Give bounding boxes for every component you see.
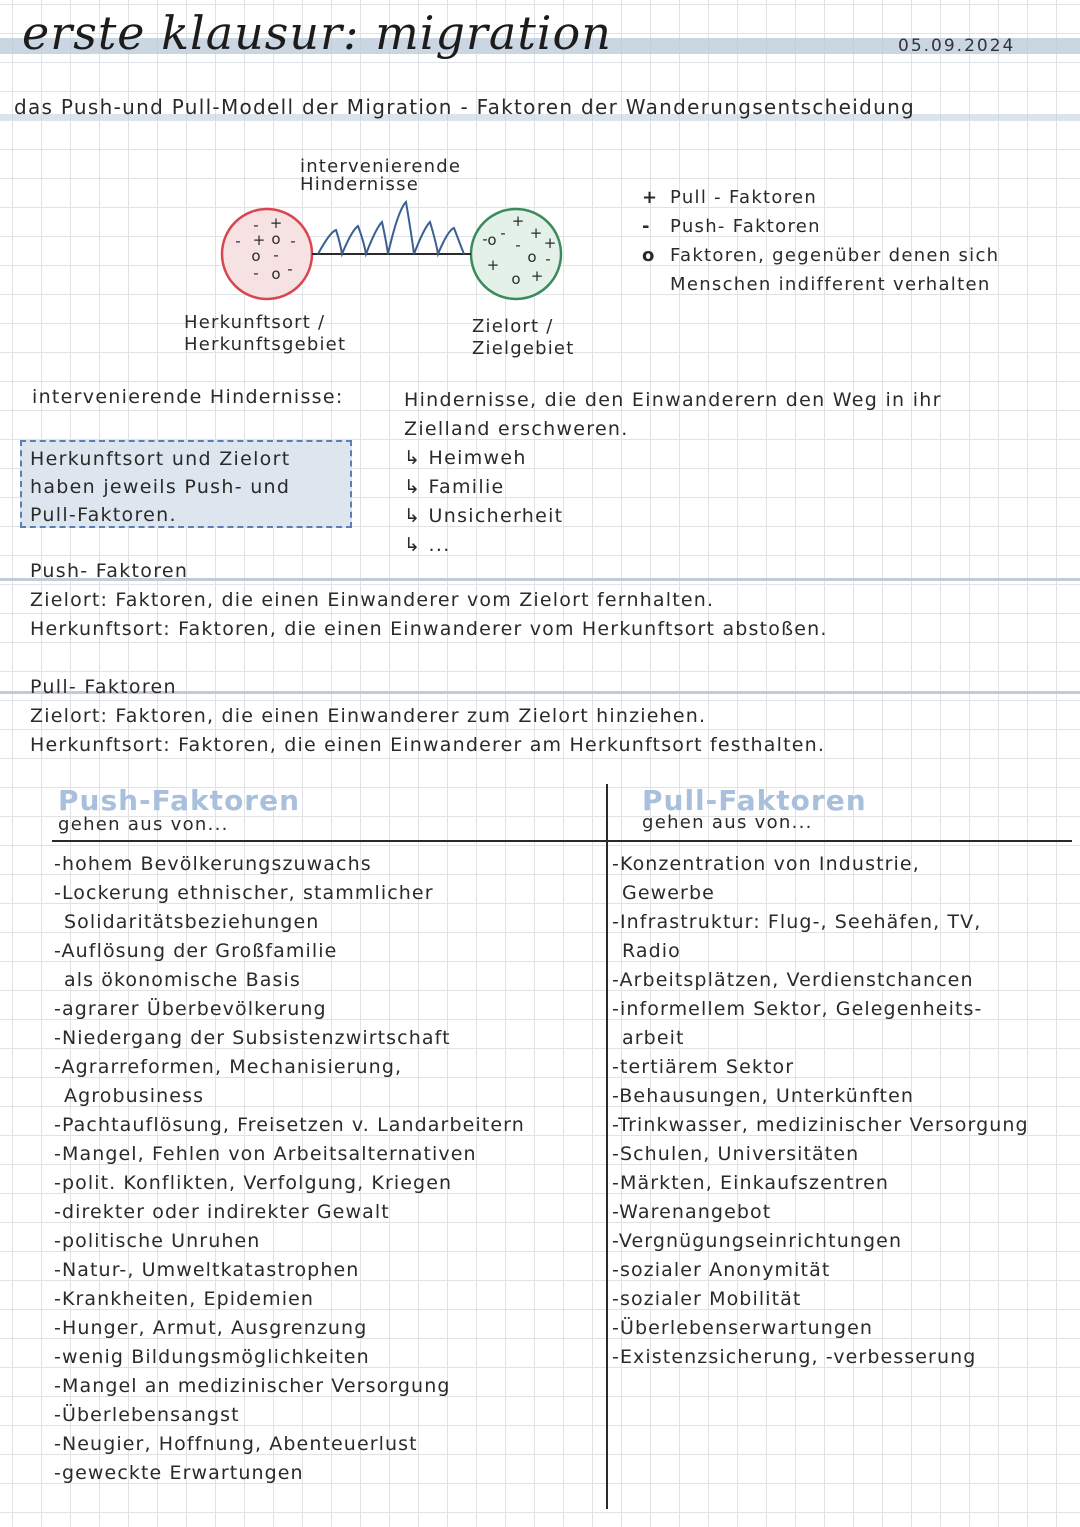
list-item: -Vergnügungseinrichtungen (612, 1230, 903, 1252)
pull-factors-list (612, 850, 1072, 1372)
table-horizontal-divider (52, 840, 1072, 842)
note-box (20, 440, 352, 528)
list-item-continuation: Gewerbe (622, 882, 715, 904)
list-item: -Krankheiten, Epidemien (54, 1288, 314, 1310)
list-item: -sozialer Anonymität (612, 1259, 831, 1281)
push-section-line: Herkunftsort: Faktoren, die einen Einwanderer vom Herkunftsort abstoßen. (30, 618, 828, 640)
origin-symbol: + (252, 231, 266, 249)
list-item: -hohem Bevölkerungszuwachs (54, 853, 372, 875)
list-item: -Mangel an medizinischer Versorgung (54, 1375, 451, 1397)
list-item: -Pachtauflösung, Freisetzen v. Landarbeitern (54, 1114, 525, 1136)
list-item: -Warenangebot (612, 1201, 772, 1223)
legend-item (642, 212, 999, 241)
obstacles-label-line: Hindernisse (300, 174, 419, 195)
push-factors-list (54, 850, 602, 1488)
origin-symbol: o (271, 230, 281, 248)
destination-symbol: o (527, 248, 537, 266)
destination-symbol: + (486, 256, 500, 274)
obstacles-label-line: intervenierende (300, 156, 462, 177)
origin-symbol: - (235, 232, 241, 250)
destination-symbol: - (515, 236, 521, 254)
obstacles-peaks (318, 202, 464, 254)
destination-symbol: - (500, 224, 506, 242)
origin-symbol: - (273, 246, 279, 264)
origin-circle (222, 209, 312, 299)
list-item: -direkter oder indirekter Gewalt (54, 1201, 390, 1223)
pull-column-title: Pull-Faktoren (642, 784, 867, 817)
push-section-line: Zielort: Faktoren, die einen Einwanderer vom Zielort fernhalten. (30, 589, 715, 611)
destination-label-line: Zielort / (472, 316, 554, 337)
origin-symbol: o (271, 265, 281, 283)
list-item: -Auflösung der Großfamilie (54, 940, 338, 962)
list-item: -Natur-, Umweltkatastrophen (54, 1259, 360, 1281)
push-column-title: Push-Faktoren (58, 784, 301, 817)
origin-symbol: - (253, 264, 259, 282)
obstacles-diagram-label (300, 156, 461, 196)
destination-symbol: o (511, 270, 521, 288)
list-item: -sozialer Mobilität (612, 1288, 802, 1310)
origin-symbol: - (253, 216, 259, 234)
list-item: -Mangel, Fehlen von Arbeitsalternativen (54, 1143, 477, 1165)
plus-icon: + (642, 187, 659, 208)
destination-symbol: + (529, 224, 543, 242)
origin-label-line: Herkunftsgebiet (184, 334, 347, 355)
destination-symbol: - (482, 230, 488, 248)
destination-symbol: + (511, 212, 525, 230)
list-item-continuation: Solidaritätsbeziehungen (64, 911, 320, 933)
origin-symbol: - (287, 260, 293, 278)
list-item: -tertiärem Sektor (612, 1056, 795, 1078)
list-item: -Behausungen, Unterkünften (612, 1085, 915, 1107)
list-item: ↳ Familie (404, 476, 505, 498)
obstacles-list (404, 444, 563, 560)
pull-section-line: Zielort: Faktoren, die einen Einwanderer zum Zielort hinziehen. (30, 705, 707, 727)
pull-column-subtitle: gehen aus von... (642, 812, 813, 833)
origin-symbol: - (290, 232, 296, 250)
list-item: -Konzentration von Industrie, (612, 853, 920, 875)
origin-label (184, 312, 346, 356)
legend-text: Faktoren, gegenüber denen sich (670, 245, 1000, 266)
legend (642, 183, 999, 299)
obstacles-heading: intervenierende Hindernisse: (32, 386, 344, 408)
list-item: -Märkten, Einkaufszentren (612, 1172, 890, 1194)
list-item: -polit. Konflikten, Verfolgung, Kriegen (54, 1172, 453, 1194)
note-line: Herkunftsort und Zielort (30, 448, 291, 470)
origin-symbol: o (251, 247, 261, 265)
note-line: Pull-Faktoren. (30, 504, 177, 526)
destination-symbol: + (543, 234, 557, 252)
list-item: ↳ Heimweh (404, 447, 527, 469)
definition-line: Zielland erschweren. (404, 418, 629, 440)
list-item: -Niedergang der Subsistenzwirtschaft (54, 1027, 451, 1049)
note-line: haben jeweils Push- und (30, 476, 291, 498)
pull-section-title: Pull- Faktoren (30, 676, 177, 698)
list-item-continuation: als ökonomische Basis (64, 969, 301, 991)
list-item: -Trinkwasser, medizinischer Versorgung (612, 1114, 1029, 1136)
minus-icon: - (642, 216, 651, 237)
list-item: -Überlebensangst (54, 1404, 240, 1426)
list-item: -Überlebenserwartungen (612, 1317, 874, 1339)
list-item-continuation: arbeit (622, 1027, 685, 1049)
definition-line: Hindernisse, die den Einwanderern den Weg in ihr (404, 389, 942, 411)
list-item: -agrarer Überbevölkerung (54, 998, 327, 1020)
origin-symbol: + (269, 214, 283, 232)
list-item: -Neugier, Hoffnung, Abenteuerlust (54, 1433, 418, 1455)
list-item: -geweckte Erwartungen (54, 1462, 304, 1484)
list-item: ↳ ... (404, 534, 451, 556)
list-item: -Schulen, Universitäten (612, 1143, 860, 1165)
legend-text: Pull - Faktoren (670, 187, 818, 208)
list-item: -informellem Sektor, Gelegenheits- (612, 998, 983, 1020)
page-title: erste klausur: migration (22, 6, 612, 60)
destination-symbol: o (487, 231, 497, 249)
circle-icon: o (642, 245, 656, 266)
subtitle: das Push-und Pull-Modell der Migration - Faktoren der Wanderungsentscheidung (14, 95, 916, 119)
date: 05.09.2024 (898, 36, 1016, 56)
destination-label (472, 316, 574, 360)
pull-section-line: Herkunftsort: Faktoren, die einen Einwanderer am Herkunftsort festhalten. (30, 734, 826, 756)
legend-text: Menschen indifferent verhalten (670, 274, 991, 295)
list-item: -wenig Bildungsmöglichkeiten (54, 1346, 370, 1368)
legend-item (642, 241, 999, 270)
list-item: -Existenzsicherung, -verbesserung (612, 1346, 977, 1368)
list-item-continuation: Agrobusiness (64, 1085, 205, 1107)
destination-label-line: Zielgebiet (472, 338, 575, 359)
list-item: -Infrastruktur: Flug-, Seehäfen, TV, (612, 911, 982, 933)
list-item: -Lockerung ethnischer, stammlicher (54, 882, 434, 904)
push-column-subtitle: gehen aus von... (58, 814, 229, 835)
push-section-title: Push- Faktoren (30, 560, 189, 582)
destination-symbol: + (530, 267, 544, 285)
list-item-continuation: Radio (622, 940, 681, 962)
legend-text: Push- Faktoren (670, 216, 821, 237)
obstacles-definition (404, 386, 942, 444)
origin-label-line: Herkunftsort / (184, 312, 326, 333)
list-item: ↳ Unsicherheit (404, 505, 564, 527)
list-item: -politische Unruhen (54, 1230, 261, 1252)
legend-item (642, 183, 999, 212)
list-item: -Agrarreformen, Mechanisierung, (54, 1056, 403, 1078)
table-vertical-divider (606, 784, 608, 1509)
list-item: -Hunger, Armut, Ausgrenzung (54, 1317, 368, 1339)
destination-symbol: - (545, 250, 551, 268)
list-item: -Arbeitsplätzen, Verdienstchancen (612, 969, 974, 991)
